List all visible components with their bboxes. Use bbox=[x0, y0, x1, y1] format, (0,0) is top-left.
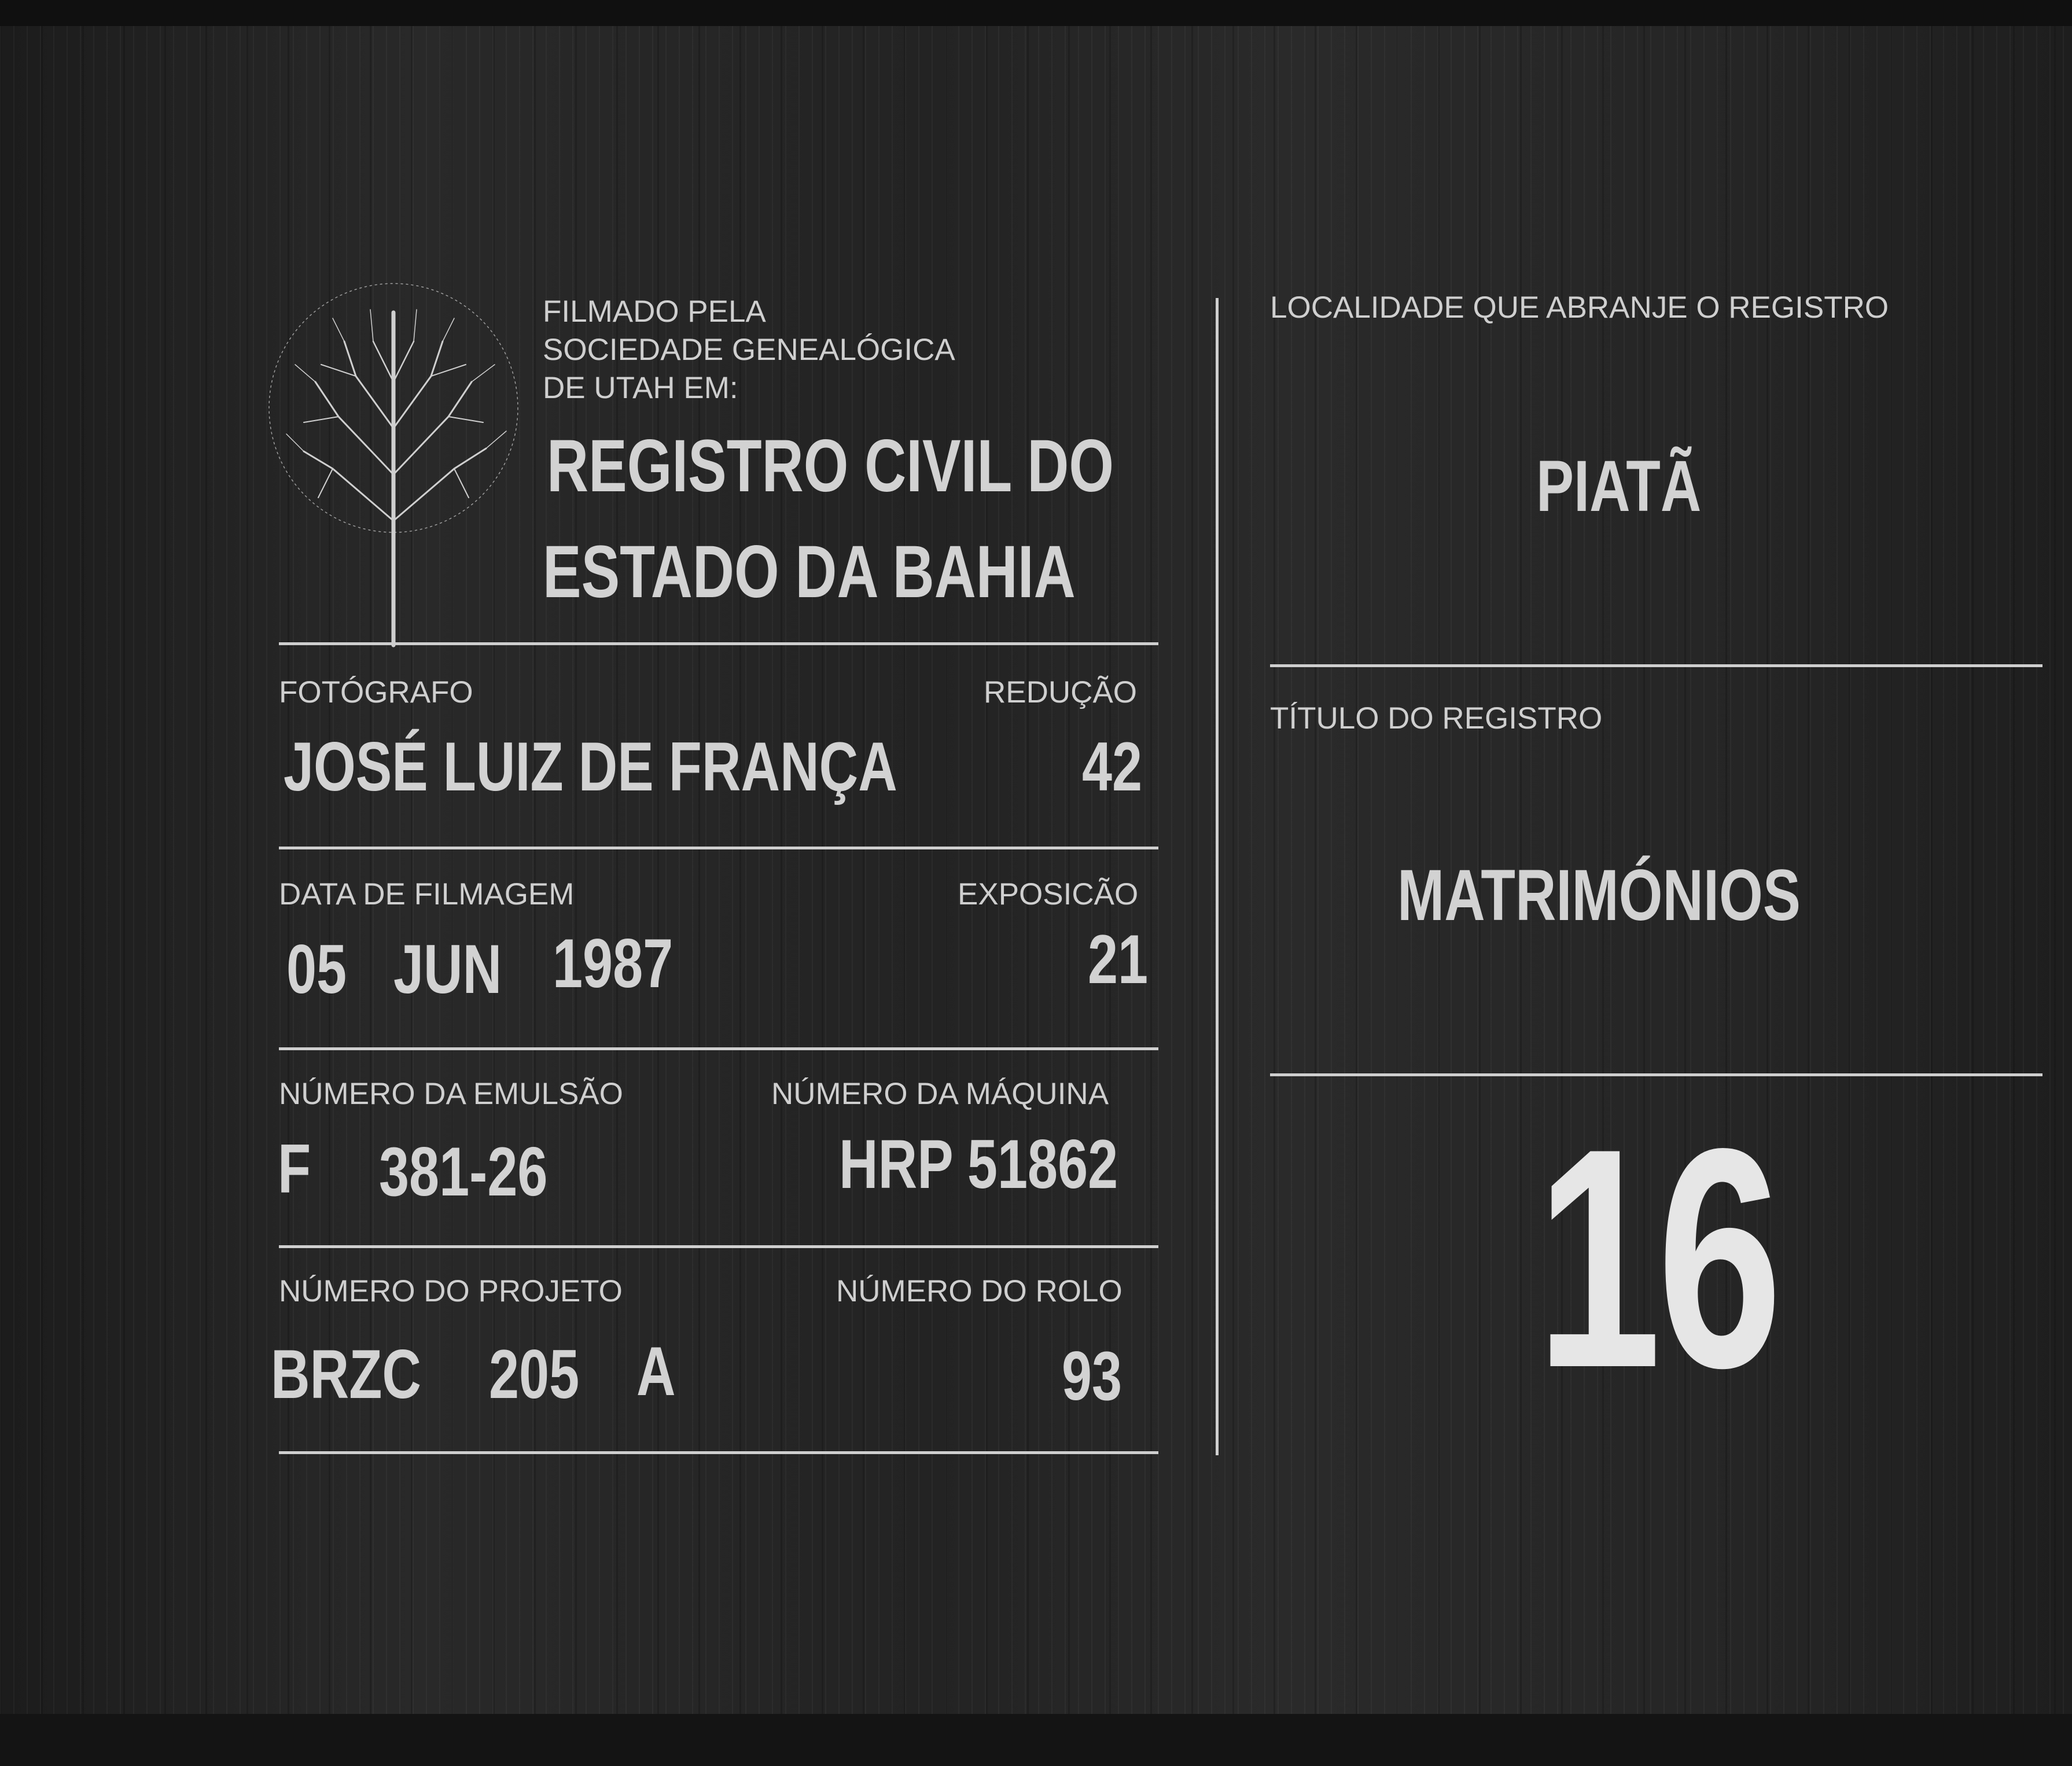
film-edge-top bbox=[0, 0, 2072, 26]
emulsion-number-label: NÚMERO DA EMULSÃO bbox=[279, 1077, 623, 1111]
exposure-value: 21 bbox=[1088, 921, 1149, 998]
filmed-by-line-1: FILMADO PELA bbox=[543, 295, 766, 329]
filmed-by-line-3: DE UTAH EM: bbox=[543, 371, 738, 405]
record-title-label: TÍTULO DO REGISTRO bbox=[1270, 701, 1603, 735]
locality-value: PIATÃ bbox=[1536, 446, 1702, 527]
filming-date-year: 1987 bbox=[553, 925, 674, 1002]
divider-bottom bbox=[279, 1451, 1158, 1454]
filmed-by-line-2: SOCIEDADE GENEALÓGICA bbox=[543, 333, 955, 367]
roll-number-label: NÚMERO DO ROLO bbox=[836, 1274, 1123, 1308]
machine-number-value: HRP 51862 bbox=[839, 1125, 1118, 1203]
divider-row-2 bbox=[279, 1047, 1158, 1050]
divider-header bbox=[279, 642, 1158, 645]
machine-number-label: NÚMERO DA MÁQUINA bbox=[771, 1077, 1109, 1111]
project-number-label: NÚMERO DO PROJETO bbox=[279, 1274, 623, 1308]
film-edge-bottom bbox=[0, 1714, 2072, 1766]
exposure-label: EXPOSICÃO bbox=[958, 877, 1139, 911]
divider-right-2 bbox=[1270, 1073, 2042, 1076]
photographer-label: FOTÓGRAFO bbox=[279, 675, 473, 709]
emulsion-number-value: 381-26 bbox=[379, 1133, 548, 1211]
project-number-code: BRZC bbox=[271, 1335, 421, 1413]
project-number-suffix: A bbox=[636, 1333, 676, 1410]
title-line-2: ESTADO DA BAHIA bbox=[543, 531, 1076, 613]
center-divider bbox=[1216, 298, 1219, 1455]
tree-icon bbox=[263, 278, 529, 648]
locality-label: LOCALIDADE QUE ABRANJE O REGISTRO bbox=[1270, 290, 1889, 325]
emulsion-number-prefix: F bbox=[278, 1130, 311, 1208]
divider-right-1 bbox=[1270, 664, 2042, 667]
filming-date-month: JUN bbox=[393, 930, 502, 1008]
volume-number: 16 bbox=[1536, 1084, 1779, 1433]
roll-number-value: 93 bbox=[1062, 1337, 1123, 1415]
reduction-value: 42 bbox=[1082, 728, 1143, 805]
divider-row-1 bbox=[279, 847, 1158, 849]
project-number-number: 205 bbox=[489, 1335, 580, 1413]
reduction-label: REDUÇÃO bbox=[984, 675, 1138, 709]
record-title-value: MATRIMÓNIOS bbox=[1397, 855, 1801, 936]
filming-date-day: 05 bbox=[286, 930, 347, 1008]
filming-date-label: DATA DE FILMAGEM bbox=[279, 877, 575, 911]
title-line-1: REGISTRO CIVIL DO bbox=[547, 425, 1114, 507]
divider-row-3 bbox=[279, 1245, 1158, 1248]
photographer-value: JOSÉ LUIZ DE FRANÇA bbox=[284, 728, 897, 805]
